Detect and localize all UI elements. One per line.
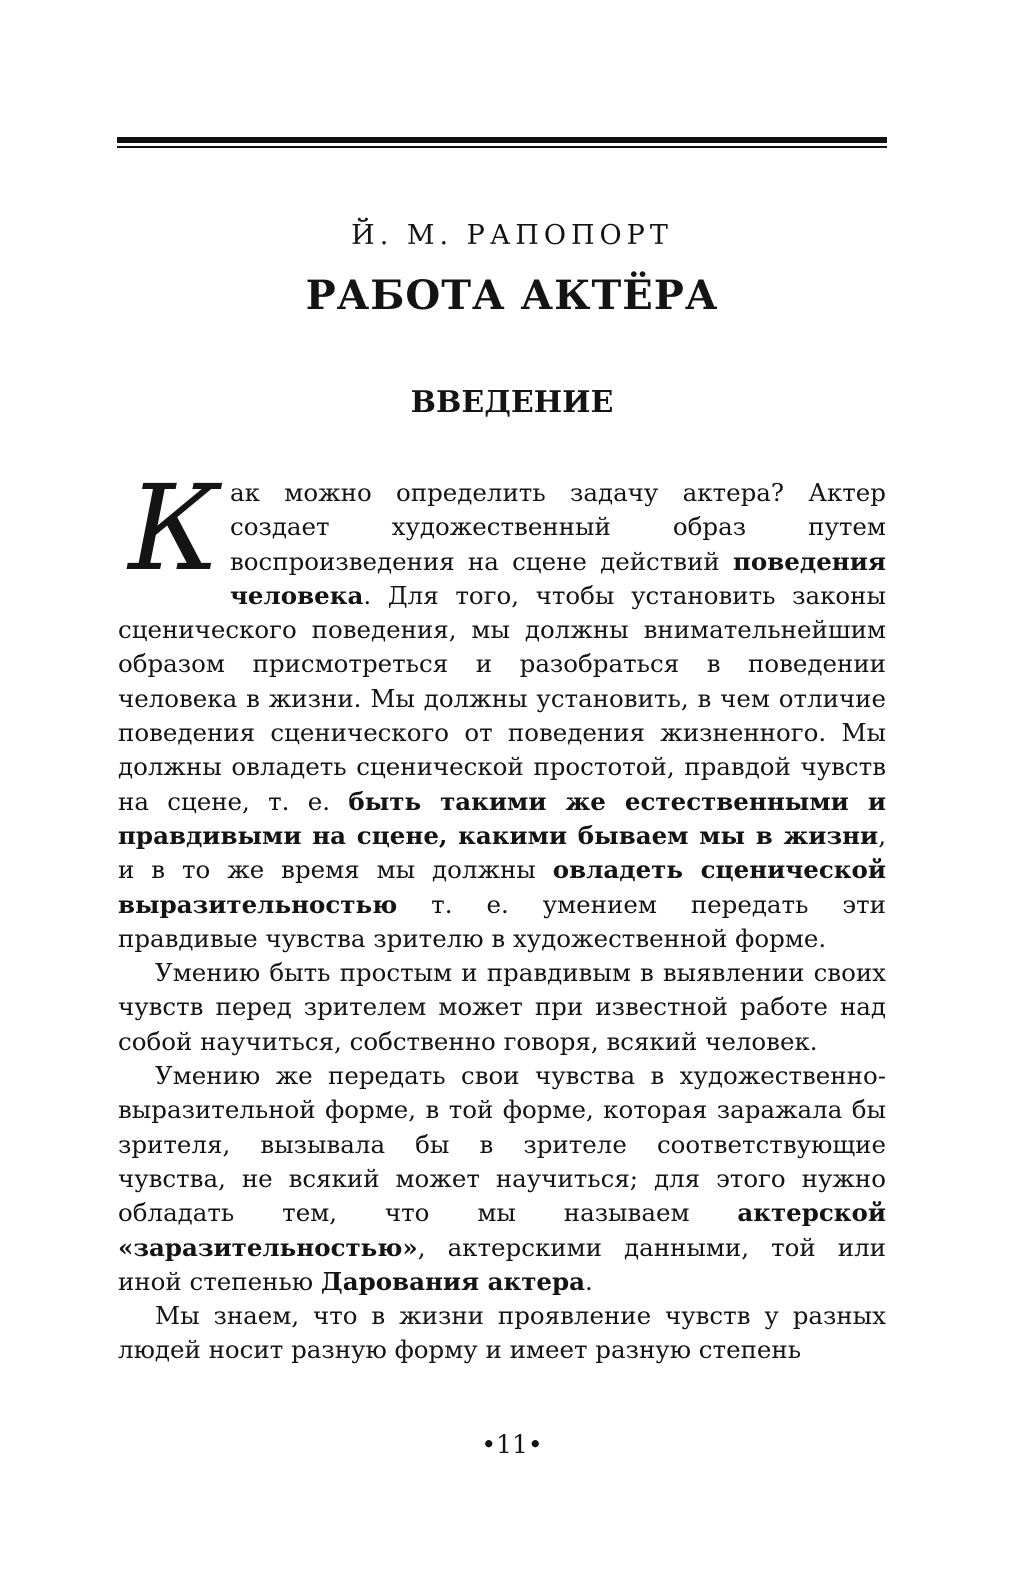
paragraph-3-bold-2: Дарования актера [320, 1266, 586, 1296]
top-rule-thin [117, 146, 887, 148]
paragraph-1 [118, 459, 886, 956]
paragraph-1-bold-1: поведения человека [230, 546, 886, 610]
paragraph-3-part-2: , актерскими данными, той или иной степенью [118, 1232, 886, 1296]
paragraph-1-bold-2: быть такими же естественными и правдивыми на сцене, какими бываем мы в жизни [118, 786, 886, 850]
paragraph-3 [118, 1059, 886, 1299]
paragraph-4: Мы знаем, что в жизни проявление чувств у разных людей носит разную форму и имеет разную степень [118, 1301, 886, 1365]
section-title: ВВЕДЕНИЕ [410, 385, 614, 420]
paragraph-3-part-3: . [585, 1266, 593, 1296]
author-name: Й. М. РАПОПОРТ [351, 220, 673, 251]
paragraph-1-part-3: , и в то же время мы должны [118, 820, 886, 885]
top-rule-thick [117, 137, 887, 143]
paragraph-3-part-1: Умению же передать свои чувства в художественно-выразительной форме, в той форме, которая заражала бы зрителя, вызывала бы в зрителе соответствующие чувства, не всякий может научиться; для этого нужно обладать тем, что мы называем [118, 1061, 886, 1228]
paragraph-1-part-4: т. е. умением передать эти правдивые чувства зрителю в художественной форме. [118, 889, 886, 953]
body-text [118, 459, 886, 1368]
drop-cap: К [128, 459, 220, 597]
paragraph-2: Умению быть простым и правдивым в выявлении своих чувств перед зрителем может при известной работе над собой научиться, собственно говоря, всякий человек. [118, 958, 886, 1056]
page-number: •11• [481, 1430, 543, 1459]
paragraph-1-part-1: ак можно определить задачу актера? Актер создает художественный образ путем воспроизведения на сцене действий [230, 478, 886, 576]
paragraph-1-bold-3: овладеть сценической выразительностью [118, 855, 886, 919]
top-rule [117, 137, 887, 148]
paragraph-1-part-2: . Для того, чтобы установить законы сценического поведения, мы должны внимательнейшим образом присмотреться и разобраться в поведении человека в жизни. Мы должны установить, в чем отличие поведения сценического от поведения жизненного. Мы должны овладеть сценической простотой, правдой чувств на сцене, т. е. [118, 580, 886, 816]
book-title: РАБОТА АКТЁРА [305, 272, 719, 319]
paragraph-3-bold-1: актерской «заразительностью» [118, 1198, 886, 1262]
